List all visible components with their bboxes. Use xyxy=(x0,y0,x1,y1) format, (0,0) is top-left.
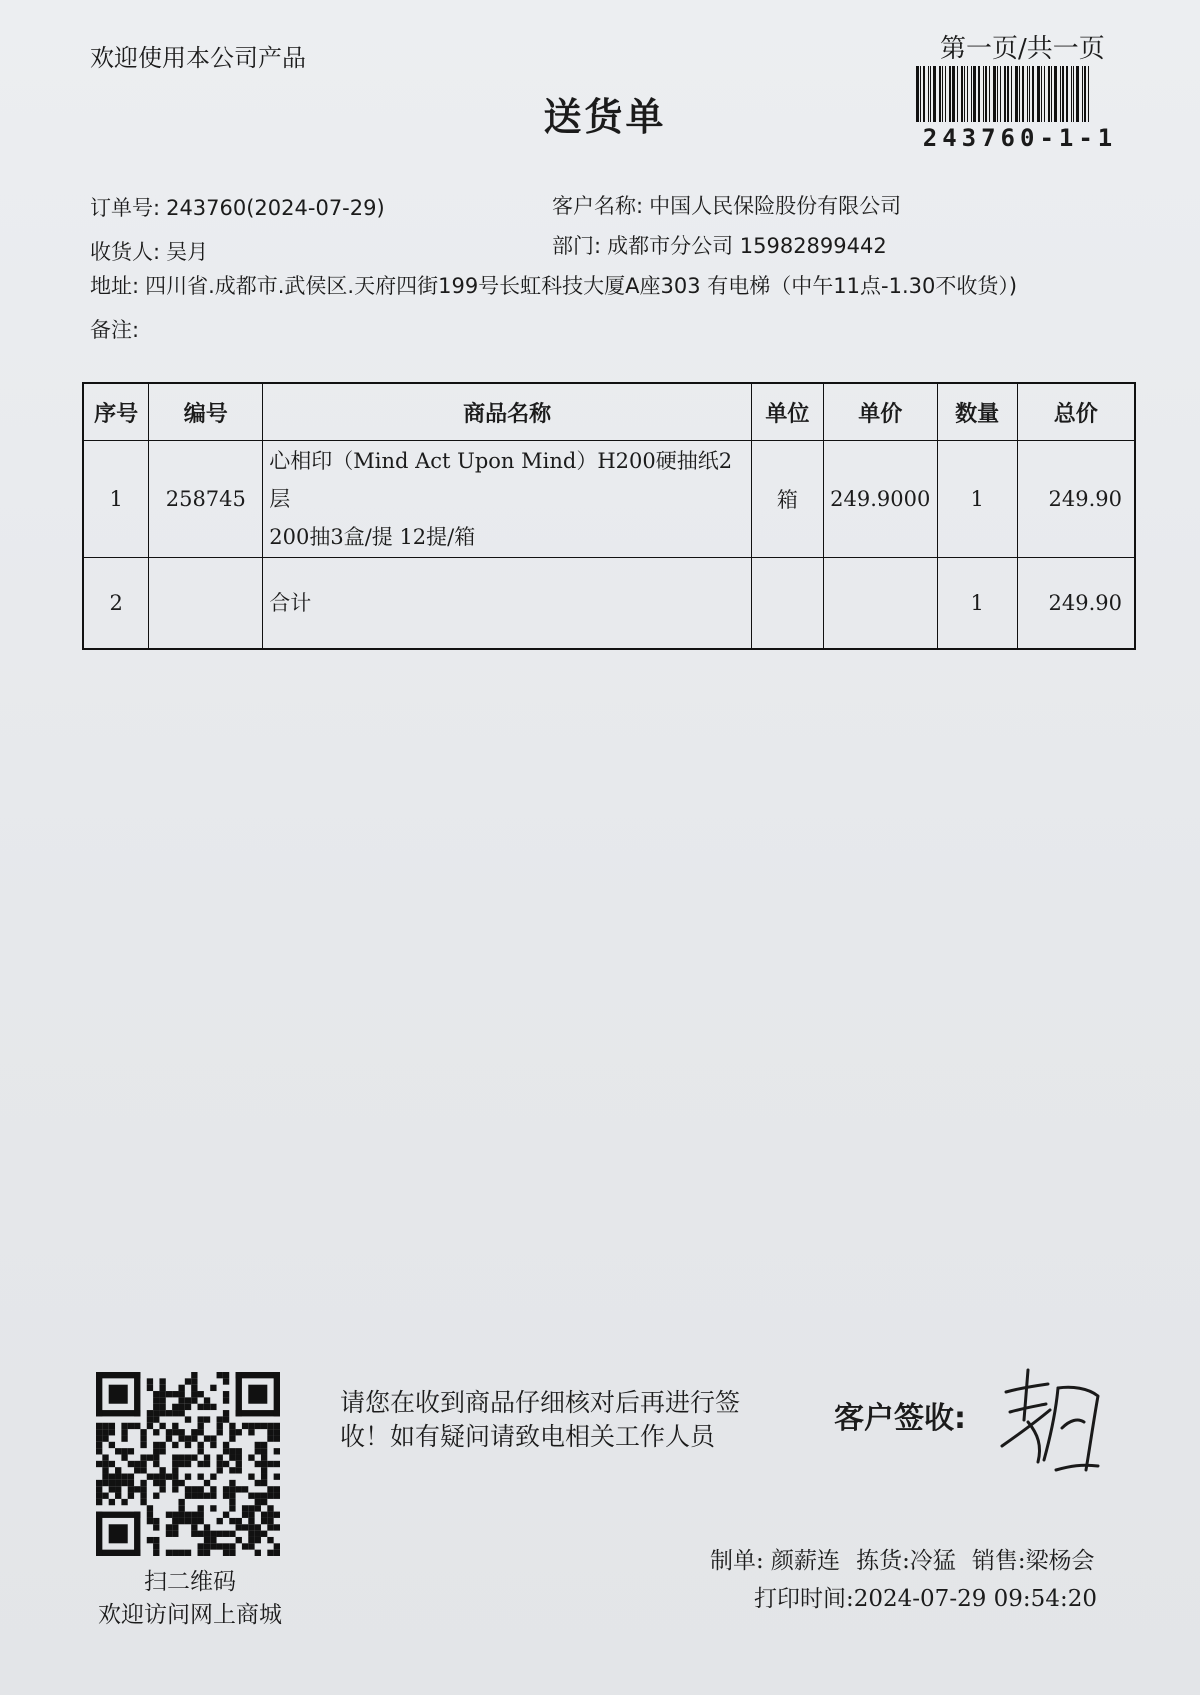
header-total: 总价 xyxy=(1017,383,1135,441)
barcode-icon xyxy=(916,66,1130,122)
customer-name-label: 客户名称: xyxy=(552,194,644,218)
header-unit-price: 单价 xyxy=(823,383,937,441)
address-label: 地址: xyxy=(90,274,140,298)
receiver-field xyxy=(90,236,208,266)
cell-seq: 2 xyxy=(83,558,149,650)
qr-caption-scan: 扫二维码 xyxy=(144,1569,236,1595)
cell-code xyxy=(149,558,263,650)
order-number-label: 订单号: xyxy=(90,196,161,220)
notice-text: 请您在收到商品仔细核对后再进行签收！如有疑问请致电相关工作人员 xyxy=(340,1388,741,1451)
address-field xyxy=(90,270,1017,300)
department-value: 成都市分公司 15982899442 xyxy=(607,234,887,258)
cell-total: 249.90 xyxy=(1017,558,1135,650)
header-unit: 单位 xyxy=(751,383,823,441)
product-name-line2: 200抽3盒/提 12提/箱 xyxy=(269,525,476,549)
header-product-name: 商品名称 xyxy=(263,383,752,441)
cell-product-name xyxy=(263,441,752,558)
cell-total: 249.90 xyxy=(1017,441,1135,558)
table-row xyxy=(83,558,1135,650)
table-header-row xyxy=(83,383,1135,441)
items-table xyxy=(82,382,1136,650)
page-info: 第一页/共一页 xyxy=(940,34,1105,64)
remark-field xyxy=(90,314,145,344)
order-number-value: 243760(2024-07-29) xyxy=(166,196,385,220)
staff-line xyxy=(710,1542,1111,1575)
address-value: 四川省.成都市.武侯区.天府四街199号长虹科技大厦A座303 有电梯（中午11点-1.30不收货）) xyxy=(145,274,1018,298)
welcome-text: 欢迎使用本公司产品 xyxy=(90,44,306,72)
customer-name-field xyxy=(552,190,901,220)
picker: 拣货:冷猛 xyxy=(856,1548,956,1574)
cell-unit xyxy=(751,558,823,650)
remark-label: 备注: xyxy=(90,318,140,342)
department-field xyxy=(552,230,887,260)
sales: 销售:梁杨会 xyxy=(971,1548,1095,1574)
cell-product-name xyxy=(263,558,752,650)
cell-quantity: 1 xyxy=(937,558,1017,650)
customer-sign-label: 客户签收: xyxy=(834,1401,966,1436)
header-seq: 序号 xyxy=(83,383,149,441)
customer-name-value: 中国人民保险股份有限公司 xyxy=(649,194,902,218)
cell-unit: 箱 xyxy=(751,441,823,558)
department-label: 部门: xyxy=(552,234,602,258)
header-quantity: 数量 xyxy=(937,383,1017,441)
table-row xyxy=(83,441,1135,558)
qr-caption-visit: 欢迎访问网上商城 xyxy=(98,1602,282,1628)
cell-quantity: 1 xyxy=(937,441,1017,558)
document-title: 送货单 xyxy=(543,95,667,139)
cell-code: 258745 xyxy=(149,441,263,558)
cell-unit-price: 249.9000 xyxy=(823,441,937,558)
signature-icon xyxy=(998,1362,1108,1482)
product-name-line1: 心相印（Mind Act Upon Mind）H200硬抽纸2层 xyxy=(269,449,733,511)
cell-seq: 1 xyxy=(83,441,149,558)
product-name-line1: 合计 xyxy=(269,591,312,615)
maker: 制单: 颜薪连 xyxy=(710,1548,841,1574)
header-code: 编号 xyxy=(149,383,263,441)
receiver-label: 收货人: xyxy=(90,240,161,264)
barcode-number: 243760-1-1 xyxy=(922,124,1118,152)
qr-code-icon xyxy=(96,1372,280,1556)
order-number-field xyxy=(90,192,385,222)
cell-unit-price xyxy=(823,558,937,650)
receiver-value: 吴月 xyxy=(166,240,209,264)
print-time: 打印时间:2024-07-29 09:54:20 xyxy=(754,1586,1097,1612)
